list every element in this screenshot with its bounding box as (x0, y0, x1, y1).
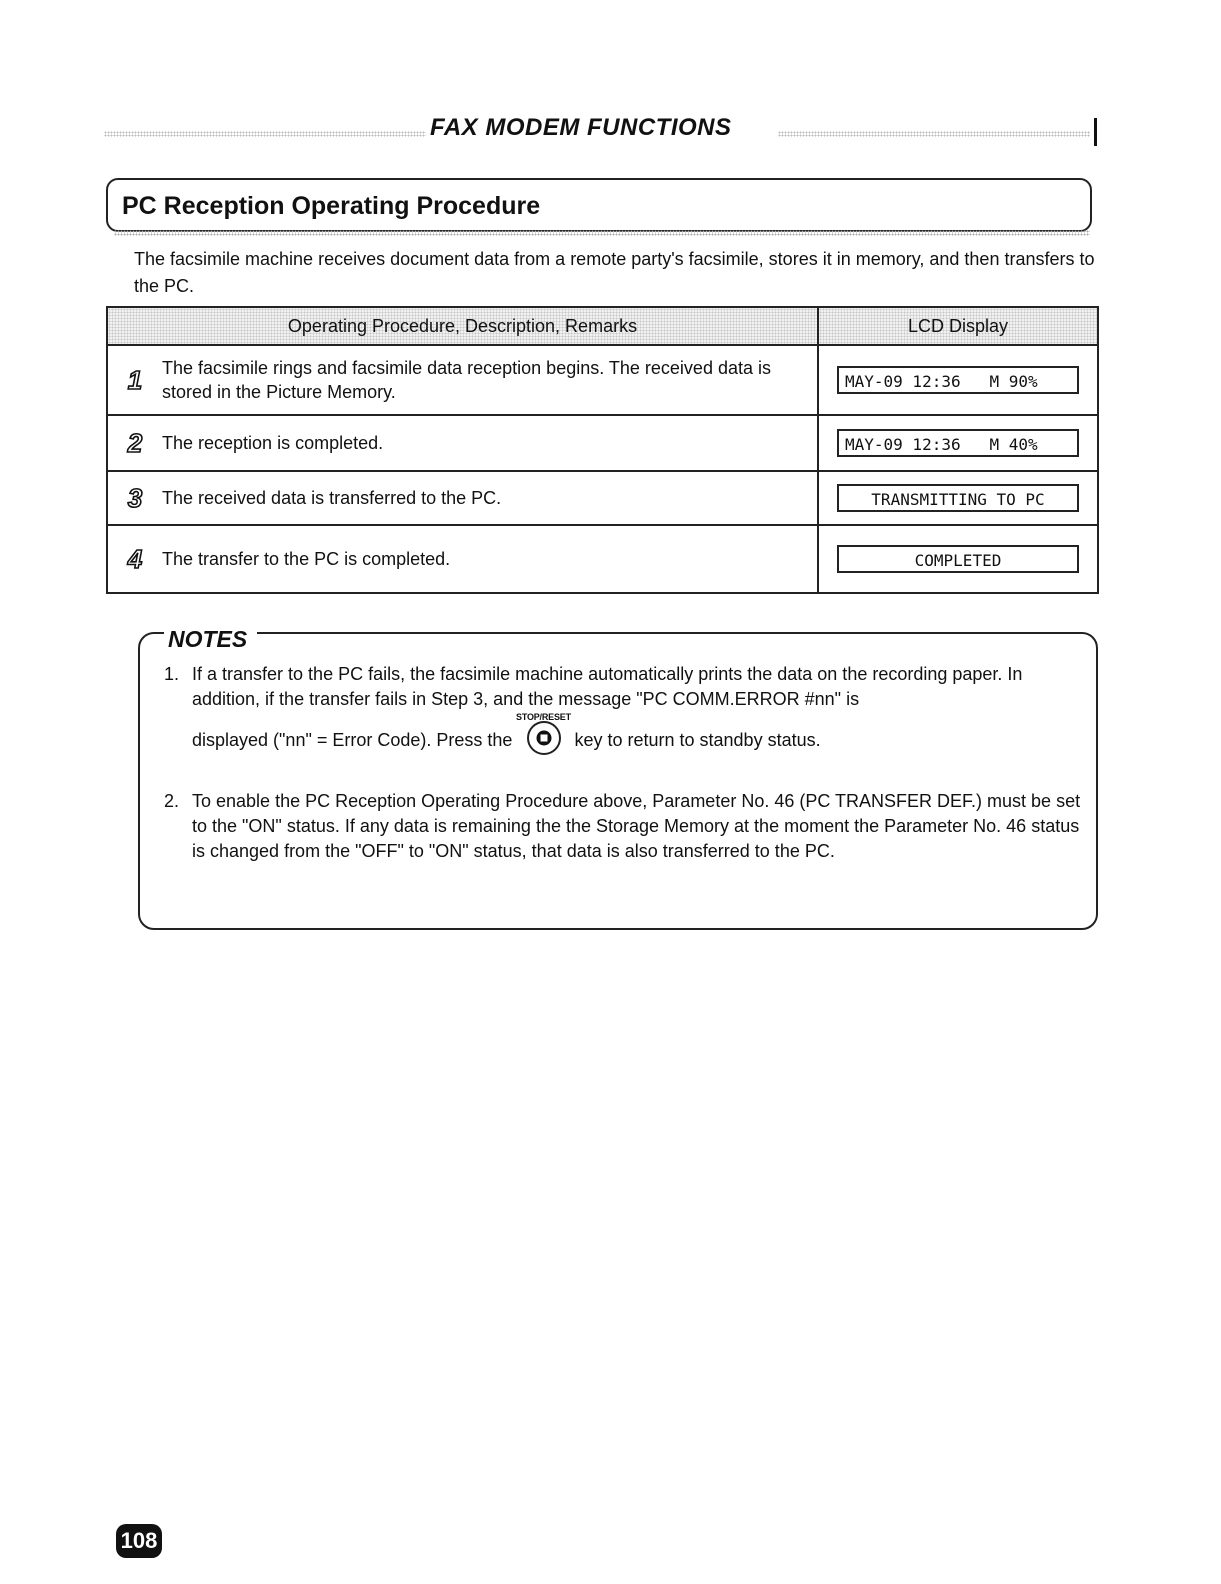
key-label: STOP/RESET (516, 712, 571, 723)
stop-reset-icon (527, 721, 561, 755)
step-description: The facsimile rings and facsimile data reception begins. The received data is stored in the Picture Memory. (162, 358, 771, 402)
lcd-display: TRANSMITTING TO PC (837, 484, 1079, 512)
step-number: 1 (127, 364, 143, 395)
step-description: The transfer to the PC is completed. (162, 549, 451, 569)
header-end-bar (1094, 118, 1097, 146)
heading-shadow (114, 230, 1090, 236)
stop-reset-key (516, 712, 571, 755)
note-text-after-key: key to return to standby status. (574, 730, 821, 750)
procedure-column-header: Operating Procedure, Description, Remarks (107, 307, 818, 345)
section-title: FAX MODEM FUNCTIONS (430, 114, 732, 141)
note-number: 1. (164, 664, 180, 684)
header-rule-right (778, 131, 1090, 137)
table-row (107, 345, 1098, 415)
note-text: If a transfer to the PC fails, the facsimile machine automatically prints the data on the recording paper. In addition, if the transfer fails in Step 3, and the message "PC COMM.ERROR #nn" is (192, 664, 1023, 709)
intro-paragraph: The facsimile machine receives document data from a remote party's facsimile, stores it in memory, and then transfers to the PC. (134, 249, 1095, 296)
procedure-cell (107, 415, 818, 471)
lcd-cell (818, 525, 1098, 593)
page-number: 108 (116, 1524, 162, 1558)
header-rule-left (104, 131, 426, 137)
step-number: 4 (127, 543, 143, 574)
lcd-cell (818, 415, 1098, 471)
table-row (107, 415, 1098, 471)
lcd-cell (818, 471, 1098, 525)
step-description: The received data is transferred to the PC. (162, 488, 502, 508)
table-row (107, 471, 1098, 525)
lcd-cell (818, 345, 1098, 415)
procedure-table (106, 306, 1099, 594)
note-text: To enable the PC Reception Operating Procedure above, Parameter No. 46 (PC TRANSFER DEF.) must be set to the "ON" status. If any data is remaining the the Storage Memory at the moment the Parameter No. 46 status is changed from the "OFF" to "ON" status, that data is also transferred to the PC. (192, 791, 1081, 862)
step-number: 3 (127, 482, 143, 513)
procedure-cell (107, 345, 818, 415)
lcd-display: MAY-09 12:36 M 40% (837, 429, 1079, 457)
procedure-cell (107, 525, 818, 593)
note-item (164, 789, 1082, 864)
procedure-cell (107, 471, 818, 525)
lcd-display: MAY-09 12:36 M 90% (837, 366, 1079, 394)
table-header-row (107, 307, 1098, 345)
note-item (164, 662, 1082, 755)
table-row (107, 525, 1098, 593)
lcd-display: COMPLETED (837, 545, 1079, 573)
notes-list (164, 662, 1082, 864)
step-description: The reception is completed. (162, 433, 384, 453)
notes-label: NOTES (164, 626, 257, 653)
note-number: 2. (164, 791, 180, 812)
page-title: PC Reception Operating Procedure (122, 192, 541, 220)
step-number: 2 (127, 427, 143, 458)
lcd-column-header: LCD Display (818, 307, 1098, 345)
note-text-before-key: displayed ("nn" = Error Code). Press the (192, 730, 513, 750)
